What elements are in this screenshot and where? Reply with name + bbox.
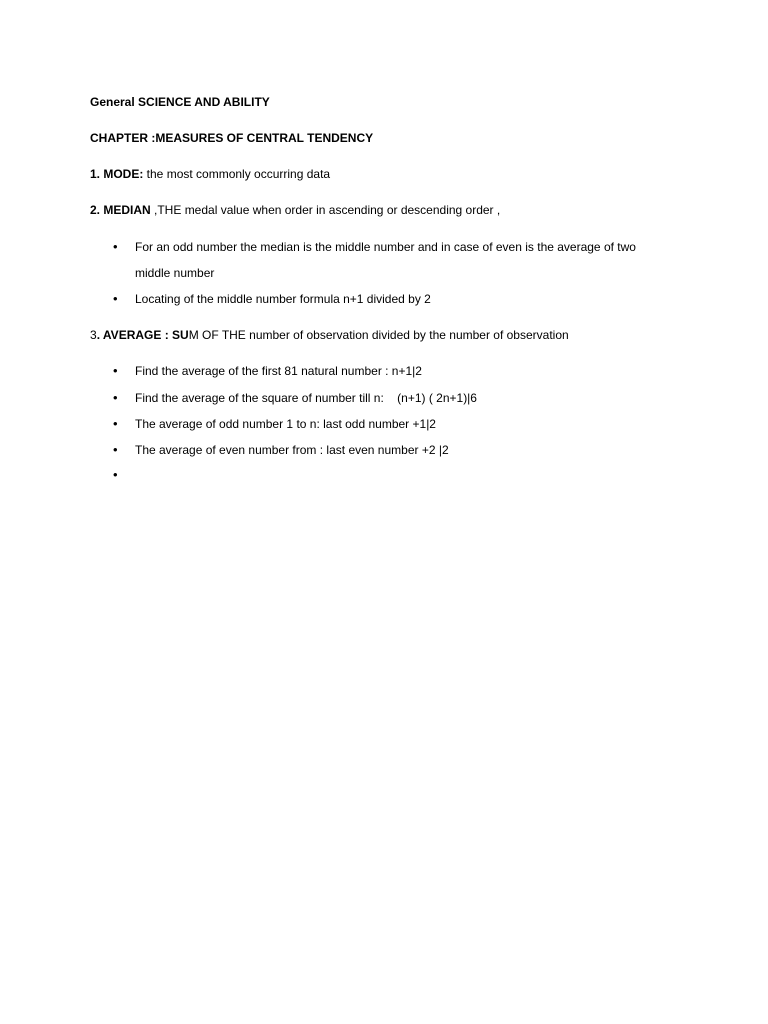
bullet-icon: • (113, 363, 118, 378)
average-definition (90, 327, 569, 343)
median-text: ,THE medal value when order in ascending or descending order , (150, 203, 501, 217)
average-bullet-1 (113, 358, 673, 384)
average-bullet-1-text: Find the average of the first 81 natural number : n+1|2 (135, 364, 422, 378)
median-bullet-2 (113, 286, 673, 312)
average-label: . AVERAGE : SU (96, 328, 189, 342)
chapter-heading: CHAPTER :MEASURES OF CENTRAL TENDENCY (90, 131, 374, 145)
bullet-icon: • (113, 467, 118, 482)
mode-label: 1. MODE: (90, 167, 144, 181)
average-bullet-2 (113, 385, 673, 411)
mode-text: the most commonly occurring data (143, 167, 331, 181)
average-bullet-4 (113, 437, 673, 463)
median-bullet-2-text: Locating of the middle number formula n+1 divided by 2 (135, 292, 431, 306)
median-label: 2. MEDIAN (90, 203, 151, 217)
document-title: General SCIENCE AND ABILITY (90, 95, 270, 109)
average-bullet-3 (113, 411, 673, 437)
bullet-icon: • (113, 291, 118, 306)
bullet-icon: • (113, 390, 118, 405)
average-bullet-4-text: The average of even number from : last even number +2 |2 (135, 443, 449, 457)
median-bullet-1 (113, 234, 673, 286)
average-number: 3 (90, 328, 97, 342)
median-bullet-1-text: For an odd number the median is the middle number and in case of even is the average of two middle number (135, 240, 636, 280)
bullet-icon: • (113, 416, 118, 431)
bullet-icon: • (113, 239, 118, 254)
median-definition (90, 202, 500, 218)
average-text: M OF THE number of observation divided by the number of observation (188, 328, 569, 342)
average-bullet-3-text: The average of odd number 1 to n: last odd number +1|2 (135, 417, 436, 431)
mode-definition (90, 166, 330, 182)
bullet-icon: • (113, 442, 118, 457)
average-bullet-2-text: Find the average of the square of number till n: (n+1) ( 2n+1)|6 (135, 391, 477, 405)
